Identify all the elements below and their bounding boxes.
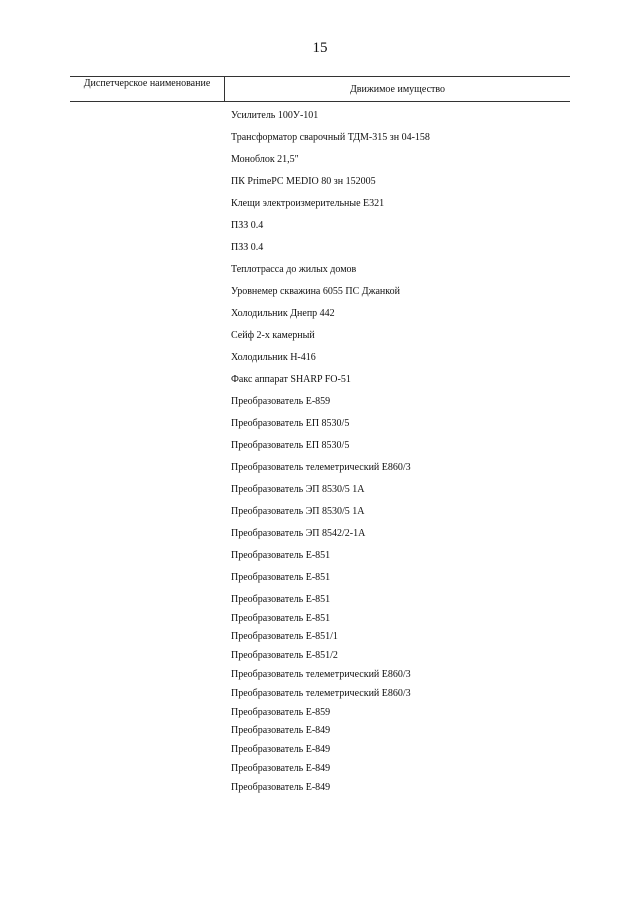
list-item: Преобразователь Е-851/1 [231, 631, 338, 642]
list-item: Преобразователь телеметрический Е860/3 [231, 688, 411, 699]
list-item: Преобразователь Е-859 [231, 707, 331, 718]
list-item: Моноблок 21,5" [231, 154, 299, 165]
list-item: ПЗЗ 0.4 [231, 220, 264, 231]
list-item: Преобразователь телеметрический Е860/3 [231, 669, 411, 680]
list-item: Преобразователь Е-851 [231, 550, 331, 561]
list-item: Уровнемер скважина 6055 ПС Джанкой [231, 286, 400, 297]
list-item: Усилитель 100У-101 [231, 110, 319, 121]
list-item: Сейф 2-х камерный [231, 330, 315, 341]
list-item: Теплотрасса до жилых домов [231, 264, 357, 275]
table-header [70, 76, 570, 102]
list-item: Преобразователь ЭП 8530/5 1А [231, 484, 365, 495]
list-item: Преобразователь телеметрический Е860/3 [231, 462, 411, 473]
page-number: 15 [312, 40, 328, 56]
list-item: Преобразователь Е-849 [231, 763, 331, 774]
list-item: Трансформатор сварочный ТДМ-315 зн 04-158 [231, 132, 430, 143]
list-item: Преобразователь Е-851 [231, 613, 331, 624]
column-header-dispatch-name: Диспетчерское наименование [70, 77, 225, 101]
list-item: Преобразователь ЭП 8542/2-1А [231, 528, 366, 539]
property-table [70, 76, 570, 102]
list-item: Преобразователь Е-851 [231, 594, 331, 605]
list-item: Преобразователь ЕП 8530/5 [231, 418, 350, 429]
list-item: Преобразователь Е-849 [231, 782, 331, 793]
list-item: Преобразователь Е-851 [231, 572, 331, 583]
list-item: Преобразователь Е-851/2 [231, 650, 338, 661]
list-item: Холодильник Н-416 [231, 352, 316, 363]
list-item: Преобразователь ЭП 8530/5 1А [231, 506, 365, 517]
column-header-movable-property: Движимое имущество [349, 84, 446, 95]
list-item: Преобразователь Е-849 [231, 744, 331, 755]
list-item: ПК PrimePC MEDIO 80 зн 152005 [231, 176, 376, 187]
list-item: Преобразователь Е-859 [231, 396, 331, 407]
list-item: Преобразователь ЕП 8530/5 [231, 440, 350, 451]
list-item: Факс аппарат SHARP FO-51 [231, 374, 351, 385]
list-item: Клещи электроизмерительные Е321 [231, 198, 385, 209]
list-item: Холодильник Днепр 442 [231, 308, 335, 319]
list-item: ПЗЗ 0.4 [231, 242, 264, 253]
list-item: Преобразователь Е-849 [231, 725, 331, 736]
